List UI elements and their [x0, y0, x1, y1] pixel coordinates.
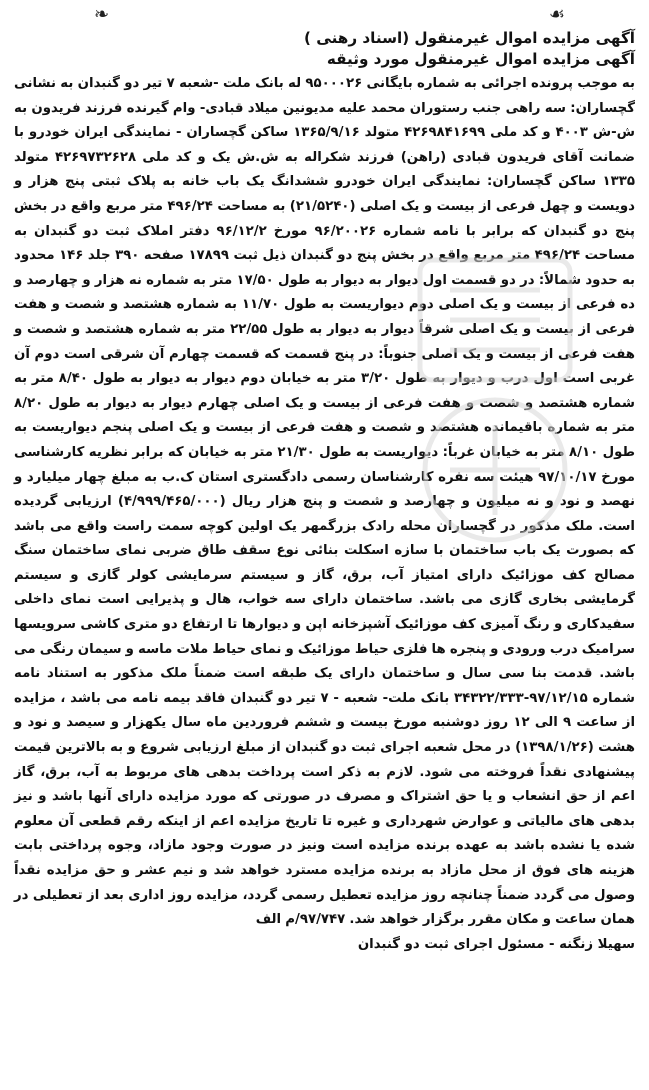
top-ornament — [94, 4, 565, 26]
ornament-left-icon: ❧ — [94, 4, 110, 25]
ornament-right-icon: ☙ — [548, 4, 565, 25]
notice-body: به موجب پرونده اجرائی به شماره بایگانی ۹۵۰۰۰۲۶ له بانک ملت -شعبه ۷ تیر دو گنبدان به نشانی گچساران: سه راهی جنب رستوران محمد علیه مدیونین میلاد قبادی- وام گیرنده فرزند فریدون به ش-ش ۴۰۰۳ و کد ملی ۴۲۶۹۸۴۱۶۹۹ متولد ۱۳۶۵/۹/۱۶ ساکن گچساران - نمایندگی ایران خودرو با ضمانت آقای فریدون قبادی (راهن) فرزند شکراله به ش.ش یک و کد ملی ۴۲۶۹۷۳۲۶۲۸ متولد ۱۳۳۵ ساکن گچساران: نمایندگی ایران خودرو ششدانگ یک باب خانه به پلاک ثبتی پنج هزار و دویست و چهل فرعی از بیست و یک اصلی (۲۱/۵۲۴۰) به مساحت ۴۹۶/۲۴ متر مربع واقع در بخش پنج دو گنبدان که برابر با نامه شماره ۹۶/۲۰۰۲۶ مورخ ۹۶/۱۲/۲ دفتر املاک ثبت دو گنبدان به مساحت ۴۹۶/۲۴ متر مربع واقع در بخش پنج دو گنبدان ذیل ثبت ۱۷۸۹۹ صفحه ۳۹۰ جلد ۱۴۶ محدود به حدود شمالاً: در دو قسمت اول دیوار به دیوار به طول ۱۷/۵۰ متر به شماره نه هزار و چهارصد و ده فرعی از بیست و یک اصلی دوم دیواریست به طول ۱۱/۷۰ به شماره هشتصد و شصت و هفت فرعی از بیست و یک اصلی شرقاً دیوار به دیوار به طول ۲۲/۵۵ متر به شماره هشتصد و شصت و هفت فرعی از بیست و یک اصلی جنوباً: در پنج قسمت که قسمت چهارم آن شرقی است دوم آن غربی است اول درب و دیوار به طول ۳/۲۰ متر به خیابان دوم دیوار به دیوار به طول ۸/۴۰ متر به شماره هشتصد و شصت و هفت فرعی از بیست و یک اصلی چهارم دیوار به دیوار به طول ۸/۲۰ متر به شماره باقیمانده هشتصد و شصت و هفت فرعی از بیست و یک اصلی پنجم دیواریست به طول ۸/۱۰ متر به خیابان غرباً: دیواریست به طول ۲۱/۳۰ متر به خیابان که برابر نظریه کارشناسی مورخ ۹۷/۱۰/۱۷ هیئت سه نفره کارشناسان رسمی دادگستری استان ک.ب به مبلغ چهار میلیارد و نهصد و نود و نه میلیون و چهارصد و شصت و پنج هزار ریال (۴/۹۹۹/۴۶۵/۰۰۰) ارزیابی گردیده است. ملک مذکور در گچساران محله رادک بزرگمهر یک اولین کوچه سمت راست واقع می باشد که بصورت یک باب ساختمان با سازه اسکلت بنائی نوع سقف طاق ضربی نمای ساختمان سنگ مصالح کف موزائیک دارای امتیاز آب، برق، گاز و سیستم سرمایشی کولر گازی و سیستم گرمایشی بخاری گازی می باشد. ساختمان دارای سه خواب، هال و پذیرایی است نمای داخلی سفیدکاری و رنگ آمیزی کف موزائیک آشپزخانه اپن و دیوارها تا ارتفاع دو متری کاشی سرویسها سرامیک درب ورودی و پنجره ها فلزی حیاط موزائیک و نمای حیاط ملات ماسه و سیمان رنگی می باشد. قدمت بنا سی سال و ساختمان دارای یک طبقه است ضمناً ملک مذکور به استناد نامه شماره ۹۷/۱۲/۱۵-۳۴۳۲۲/۳۳۳ بانک ملت- شعبه - ۷ تیر دو گنبدان فاقد بیمه نامه می باشد ، مزایده از ساعت ۹ الی ۱۲ روز دوشنبه مورخ بیست و ششم فروردین ماه سال یکهزار و سیصد و نود و هشت (۱۳۹۸/۱/۲۶) در محل شعبه اجرای ثبت دو گنبدان از مبلغ ارزیابی شروع و به بالاترین قیمت پیشنهادی نقداً فروخته می شود. لازم به ذکر است پرداخت بدهی های مربوط به آب، برق، گاز اعم از حق انشعاب و یا حق اشتراک و مصرف در صورتی که مورد مزایده دارای آنها باشد و نیز بدهی های مالیاتی و عوارض شهرداری و غیره تا تاریخ مزایده اعم از اینکه رقم قطعی آن معلوم شده یا نشده باشد به عهده برنده مزایده است ونیز در صورت وجود مازاد، وجوه پرداختی بابت هزینه های فوق از محل مازاد به برنده مزایده مسترد خواهد شد و نیم عشر و حق مزایده نقداً وصول می گردد ضمناً چنانچه روز مزایده تعطیل رسمی گردد، مزایده روز اداری بعد از تعطیلی در همان ساعت و مکان مقرر برگزار خواهد شد. ۹۷/۷۴۷/م الف — [13, 76, 636, 928]
notice-title-1: آگهی مزایده اموال غیرمنقول (اسناد رهنی ) — [304, 29, 635, 47]
notice-signature: سهیلا زنگنه - مسئول اجرای ثبت دو گنبدان — [357, 936, 635, 952]
notice-title-2: آگهی مزایده اموال غیرمنقول مورد وثیقه — [326, 50, 635, 68]
